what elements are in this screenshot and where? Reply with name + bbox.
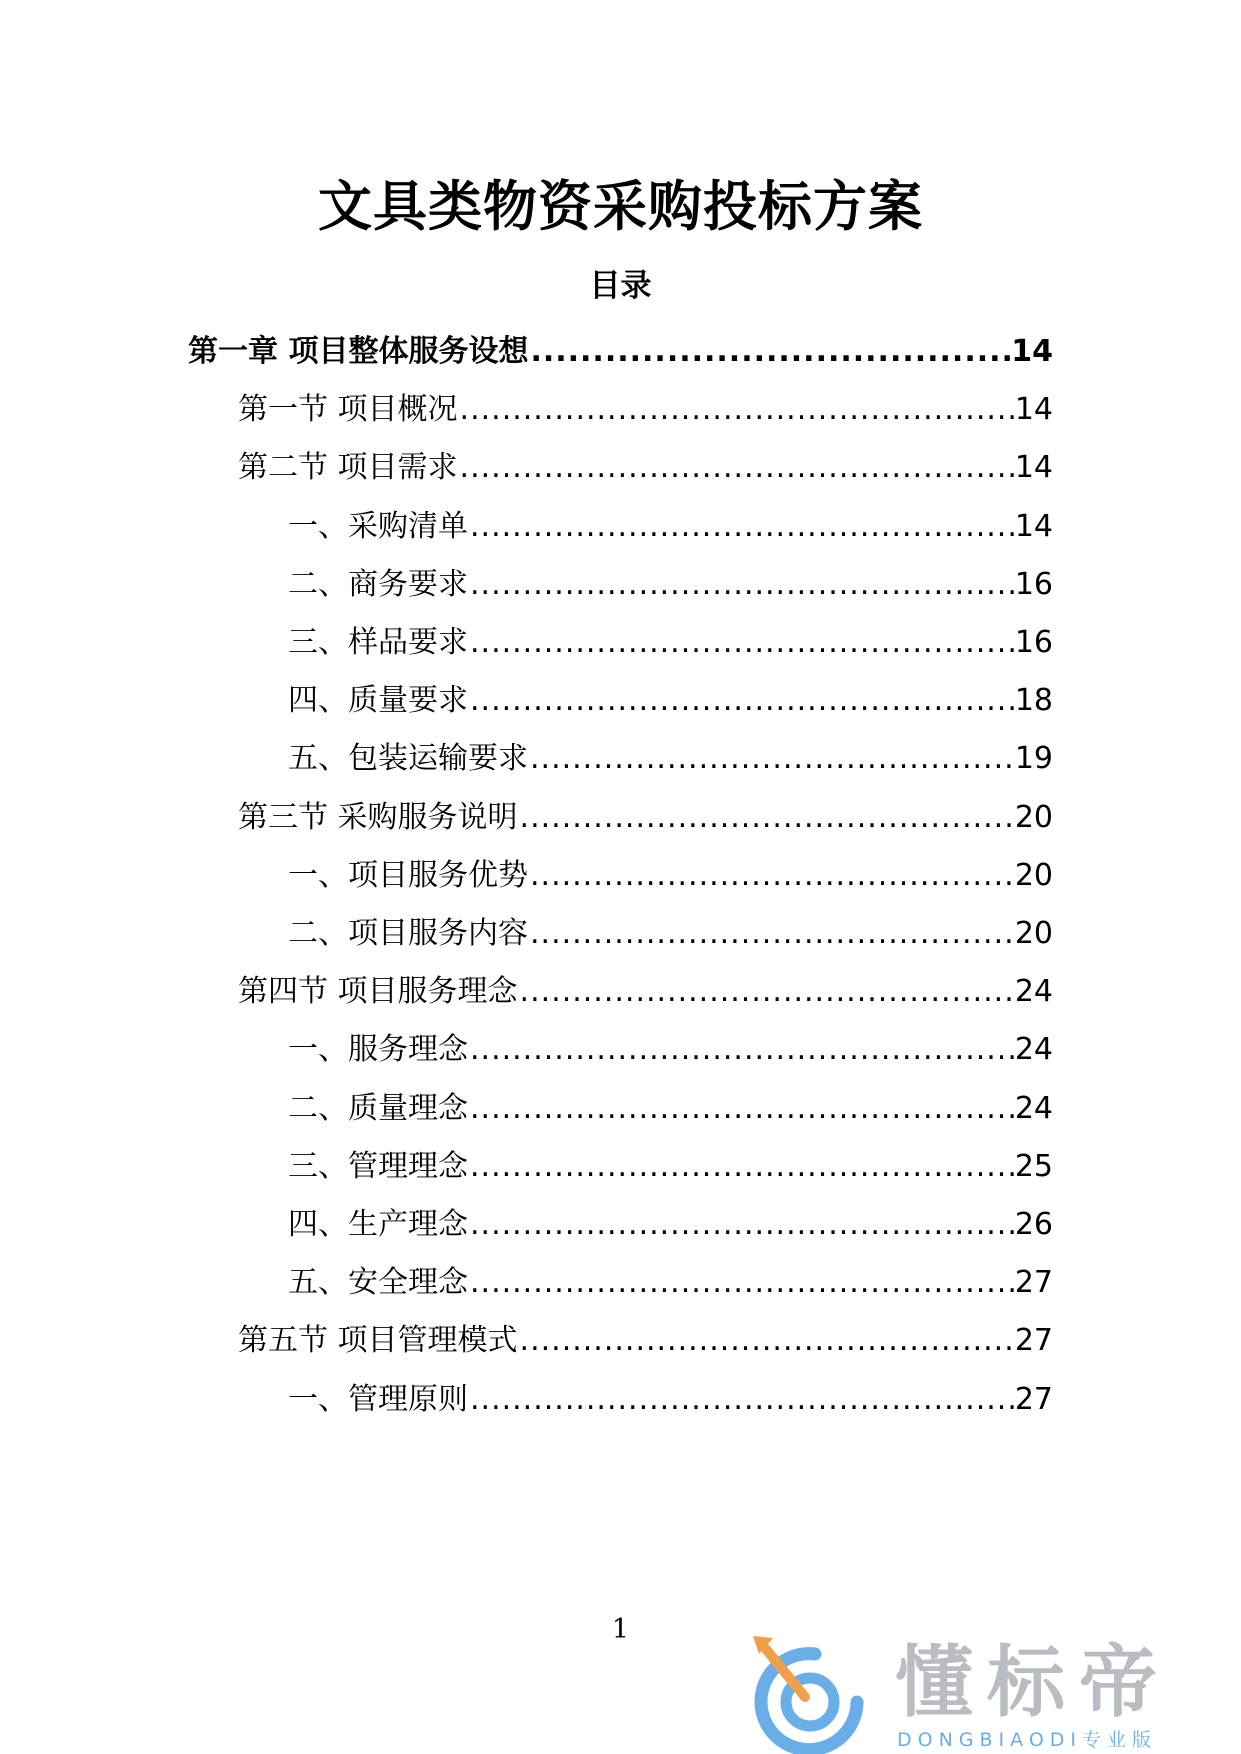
- toc-entry[interactable]: [238, 796, 1053, 840]
- toc-entry-label: 四、生产理念: [288, 1207, 468, 1242]
- toc-entry-label: 五、安全理念: [288, 1265, 468, 1300]
- toc-entry-label: 二、项目服务内容: [288, 916, 528, 951]
- toc-entry[interactable]: [238, 970, 1053, 1014]
- toc-entry-label: 第二节 项目需求: [238, 450, 458, 485]
- toc-leader-dots: [458, 446, 1015, 490]
- toc-entry-page: 20: [1014, 916, 1053, 951]
- toc-leader-dots: [468, 505, 1015, 549]
- toc-entry-page: 27: [1014, 1382, 1053, 1417]
- toc-leader-dots: [528, 330, 1011, 374]
- toc-leader-dots: [468, 679, 1015, 723]
- toc-entry-page: 14: [1014, 392, 1053, 427]
- toc-entry-label: 第三节 采购服务说明: [238, 800, 518, 835]
- toc-entry-label: 第一章 项目整体服务设想: [188, 334, 529, 369]
- toc-entry-label: 第一节 项目概况: [238, 392, 458, 427]
- toc-entry-page: 27: [1014, 1265, 1053, 1300]
- toc-entry-page: 19: [1014, 741, 1053, 776]
- toc-entry-label: 第四节 项目服务理念: [238, 974, 518, 1009]
- toc-leader-dots: [518, 1319, 1015, 1363]
- toc-entry-label: 第五节 项目管理模式: [238, 1323, 518, 1358]
- toc-entry-label: 一、项目服务优势: [288, 858, 528, 893]
- toc-leader-dots: [528, 737, 1015, 781]
- toc-entry[interactable]: [288, 1028, 1053, 1072]
- toc-entry-label: 三、管理理念: [288, 1149, 468, 1184]
- toc-entry[interactable]: [288, 854, 1053, 898]
- toc-entry-page: 20: [1014, 800, 1053, 835]
- toc-leader-dots: [518, 796, 1015, 840]
- watermark-name: 懂标帝: [895, 1638, 1172, 1728]
- toc-entry-page: 24: [1014, 974, 1053, 1009]
- page-number: 1: [611, 1614, 630, 1645]
- toc-entry[interactable]: [238, 1319, 1053, 1363]
- toc-leader-dots: [468, 563, 1015, 607]
- toc-entry[interactable]: [288, 1378, 1053, 1422]
- toc-entry[interactable]: [288, 1261, 1053, 1305]
- toc-entry[interactable]: [288, 1145, 1053, 1189]
- toc-entry[interactable]: [288, 1087, 1053, 1131]
- toc-entry[interactable]: [288, 737, 1053, 781]
- toc-entry[interactable]: [288, 621, 1053, 665]
- toc-entry[interactable]: [238, 388, 1053, 432]
- toc-leader-dots: [528, 854, 1015, 898]
- toc-entry-label: 一、采购清单: [288, 509, 468, 544]
- toc-entry[interactable]: [188, 330, 1053, 374]
- toc-leader-dots: [468, 1087, 1015, 1131]
- toc-entry-page: 24: [1014, 1032, 1053, 1067]
- toc-entry-label: 二、质量理念: [288, 1091, 468, 1126]
- document-title: 文具类物资采购投标方案: [318, 175, 923, 238]
- toc-leader-dots: [458, 388, 1015, 432]
- toc-entry-label: 四、质量要求: [288, 683, 468, 718]
- toc-entry-page: 16: [1014, 567, 1053, 602]
- toc-entry-page: 24: [1014, 1091, 1053, 1126]
- toc-entry-page: 18: [1014, 683, 1053, 718]
- watermark: [745, 1630, 1225, 1754]
- toc-entry[interactable]: [288, 912, 1053, 956]
- toc-entry-page: 14: [1014, 450, 1053, 485]
- toc-entry-label: 二、商务要求: [288, 567, 468, 602]
- toc-entry[interactable]: [288, 505, 1053, 549]
- toc-entry-label: 五、包装运输要求: [288, 741, 528, 776]
- toc-entry-page: 14: [1011, 334, 1053, 369]
- toc-leader-dots: [468, 1028, 1015, 1072]
- toc-entry[interactable]: [288, 1203, 1053, 1247]
- toc-entry[interactable]: [288, 679, 1053, 723]
- toc-entry-page: 20: [1014, 858, 1053, 893]
- toc-leader-dots: [468, 1378, 1015, 1422]
- toc-leader-dots: [468, 1145, 1015, 1189]
- toc-entry-page: 16: [1014, 625, 1053, 660]
- toc-entry-label: 一、管理原则: [288, 1382, 468, 1417]
- toc-leader-dots: [468, 621, 1015, 665]
- toc-entry-label: 三、样品要求: [288, 625, 468, 660]
- target-arrow-icon: [745, 1630, 875, 1754]
- toc-entry-page: 14: [1014, 509, 1053, 544]
- toc-leader-dots: [528, 912, 1015, 956]
- toc-leader-dots: [468, 1261, 1015, 1305]
- watermark-subtitle: DONGBIAODI专业版: [897, 1729, 1158, 1751]
- toc-entry[interactable]: [238, 446, 1053, 490]
- toc-entry[interactable]: [288, 563, 1053, 607]
- toc-leader-dots: [468, 1203, 1015, 1247]
- toc-entry-page: 27: [1014, 1323, 1053, 1358]
- toc-entry-page: 25: [1014, 1149, 1053, 1184]
- toc-entry-label: 一、服务理念: [288, 1032, 468, 1067]
- toc-entry-page: 26: [1014, 1207, 1053, 1242]
- toc-heading: 目录: [589, 268, 652, 304]
- toc-leader-dots: [518, 970, 1015, 1014]
